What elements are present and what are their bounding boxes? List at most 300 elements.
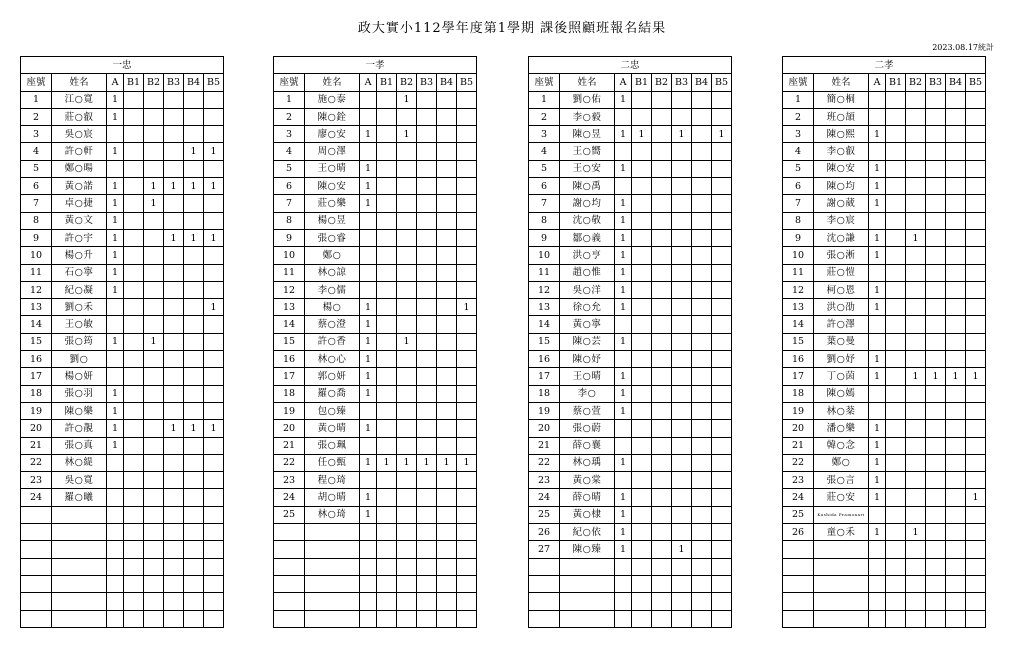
enroll-mark: 1 (360, 299, 377, 316)
enroll-mark (184, 264, 204, 281)
enroll-mark (397, 160, 417, 177)
enroll-mark (632, 420, 652, 437)
enroll-mark (437, 143, 457, 160)
enroll-mark (144, 247, 164, 264)
enroll-mark (672, 437, 692, 454)
seat-number: 19 (274, 402, 305, 419)
seat-number: 8 (274, 212, 305, 229)
enroll-mark: 1 (906, 229, 926, 246)
seat-number: 20 (529, 420, 560, 437)
enroll-mark (184, 160, 204, 177)
enroll-mark (417, 472, 437, 489)
table-row (274, 143, 477, 160)
enroll-mark (672, 454, 692, 471)
enroll-mark (652, 281, 672, 298)
empty-cell (204, 575, 224, 592)
enroll-mark (124, 351, 144, 368)
seat-number: 2 (529, 108, 560, 125)
enroll-mark (906, 316, 926, 333)
enroll-mark (124, 195, 144, 212)
enroll-mark (184, 454, 204, 471)
enroll-mark: 1 (107, 212, 124, 229)
empty-cell (204, 541, 224, 558)
student-name: 陳○安 (814, 160, 869, 177)
table-row (783, 195, 986, 212)
enroll-mark (164, 126, 184, 143)
enroll-mark (437, 299, 457, 316)
enroll-mark (184, 299, 204, 316)
enroll-mark (632, 402, 652, 419)
enroll-mark: 1 (457, 299, 477, 316)
enroll-mark (712, 229, 732, 246)
enroll-mark (906, 143, 926, 160)
student-name: 莊○樂 (305, 195, 360, 212)
student-name: 謝○均 (560, 195, 615, 212)
column-header: 座號 (529, 74, 560, 91)
enroll-mark (417, 281, 437, 298)
class-name: 一忠 (21, 57, 224, 74)
table-row (783, 108, 986, 125)
enroll-mark (144, 108, 164, 125)
enroll-mark (204, 385, 224, 402)
enroll-mark (164, 368, 184, 385)
student-name: 卓○捷 (52, 195, 107, 212)
enroll-mark (926, 264, 946, 281)
table-row (529, 524, 732, 541)
enroll-mark (632, 195, 652, 212)
enroll-mark (397, 472, 417, 489)
empty-cell (184, 558, 204, 575)
table-row (783, 454, 986, 471)
enroll-mark (946, 402, 966, 419)
empty-cell (124, 558, 144, 575)
table-row (274, 316, 477, 333)
enroll-mark (632, 316, 652, 333)
table-row (21, 437, 224, 454)
empty-cell (21, 575, 52, 592)
table-row (783, 541, 986, 558)
enroll-mark: 1 (184, 143, 204, 160)
enroll-mark (886, 143, 906, 160)
class-name-row (21, 57, 224, 74)
enroll-mark (692, 212, 712, 229)
enroll-mark (652, 385, 672, 402)
empty-cell (946, 541, 966, 558)
class-name: 二忠 (529, 57, 732, 74)
empty-cell (457, 558, 477, 575)
enroll-mark (397, 281, 417, 298)
enroll-mark (457, 160, 477, 177)
student-name: 林○棻 (814, 402, 869, 419)
empty-cell (107, 558, 124, 575)
empty-cell (652, 558, 672, 575)
table-row (274, 506, 477, 523)
enroll-mark (692, 489, 712, 506)
seat-number: 2 (274, 108, 305, 125)
enroll-mark (144, 420, 164, 437)
enroll-mark (615, 143, 632, 160)
enroll-mark (692, 454, 712, 471)
table-row (529, 541, 732, 558)
enroll-mark: 1 (615, 454, 632, 471)
enroll-mark (886, 333, 906, 350)
enroll-mark: 1 (204, 299, 224, 316)
enroll-mark (712, 385, 732, 402)
column-header: A (615, 74, 632, 91)
seat-number: 26 (783, 524, 814, 541)
table-row (783, 437, 986, 454)
empty-cell (204, 610, 224, 627)
enroll-mark (632, 108, 652, 125)
seat-number: 18 (274, 385, 305, 402)
enroll-mark (966, 247, 986, 264)
enroll-mark: 1 (457, 454, 477, 471)
empty-cell (397, 575, 417, 592)
seat-number: 4 (21, 143, 52, 160)
empty-cell (906, 593, 926, 610)
empty-cell (417, 575, 437, 592)
enroll-mark (184, 368, 204, 385)
student-name: 郭○妍 (305, 368, 360, 385)
enroll-mark: 1 (397, 126, 417, 143)
enroll-mark (144, 385, 164, 402)
table-row (529, 91, 732, 108)
enroll-mark: 1 (397, 91, 417, 108)
table-row (21, 195, 224, 212)
enroll-mark (906, 351, 926, 368)
empty-cell (124, 610, 144, 627)
empty-cell (457, 524, 477, 541)
header-row (783, 74, 986, 91)
enroll-mark (692, 351, 712, 368)
enroll-mark: 1 (397, 333, 417, 350)
seat-number: 8 (529, 212, 560, 229)
empty-cell (305, 575, 360, 592)
enroll-mark: 1 (615, 212, 632, 229)
enroll-mark (360, 229, 377, 246)
enroll-mark: 1 (672, 126, 692, 143)
empty-cell (869, 610, 886, 627)
enroll-mark (926, 351, 946, 368)
empty-cell (869, 575, 886, 592)
empty-cell (906, 558, 926, 575)
enroll-mark (417, 333, 437, 350)
enroll-mark (124, 368, 144, 385)
empty-cell (906, 610, 926, 627)
enroll-mark (377, 195, 397, 212)
enroll-mark: 1 (966, 489, 986, 506)
empty-cell (107, 610, 124, 627)
enroll-mark (946, 437, 966, 454)
enroll-mark (906, 281, 926, 298)
empty-cell (692, 593, 712, 610)
student-name: 林○琦 (305, 506, 360, 523)
empty-cell (164, 593, 184, 610)
enroll-mark (144, 160, 164, 177)
enroll-mark (672, 195, 692, 212)
enroll-mark (652, 454, 672, 471)
enroll-mark: 1 (360, 506, 377, 523)
enroll-mark (926, 437, 946, 454)
enroll-mark (632, 385, 652, 402)
enroll-mark (124, 437, 144, 454)
enroll-mark (906, 454, 926, 471)
seat-number: 20 (783, 420, 814, 437)
enroll-mark (184, 402, 204, 419)
seat-number: 21 (21, 437, 52, 454)
enroll-mark: 1 (615, 402, 632, 419)
seat-number: 9 (529, 229, 560, 246)
table-row (783, 91, 986, 108)
column-header: B5 (204, 74, 224, 91)
enroll-mark (632, 160, 652, 177)
enroll-mark (886, 108, 906, 125)
enroll-mark (397, 229, 417, 246)
student-name: 莊○安 (814, 489, 869, 506)
enroll-mark: 1 (360, 420, 377, 437)
enroll-mark (204, 126, 224, 143)
header-row (21, 74, 224, 91)
empty-cell (966, 610, 986, 627)
student-name: 周○澤 (305, 143, 360, 160)
table-row (274, 333, 477, 350)
table-row (21, 229, 224, 246)
enroll-mark (417, 385, 437, 402)
seat-number: 11 (783, 264, 814, 281)
enroll-mark (946, 524, 966, 541)
enroll-mark (417, 212, 437, 229)
enroll-mark (966, 126, 986, 143)
student-name: 謝○葳 (814, 195, 869, 212)
enroll-mark (632, 437, 652, 454)
enroll-mark (966, 178, 986, 195)
enroll-mark (886, 351, 906, 368)
empty-cell (360, 593, 377, 610)
empty-cell (692, 610, 712, 627)
enroll-mark (437, 281, 457, 298)
seat-number: 22 (21, 454, 52, 471)
enroll-mark (672, 489, 692, 506)
seat-number: 21 (529, 437, 560, 454)
enroll-mark: 1 (397, 454, 417, 471)
enroll-mark (124, 316, 144, 333)
enroll-mark (164, 472, 184, 489)
table-row (783, 160, 986, 177)
enroll-mark (632, 212, 652, 229)
enroll-mark (437, 402, 457, 419)
seat-number: 1 (274, 91, 305, 108)
empty-cell (21, 506, 52, 523)
empty-cell (417, 593, 437, 610)
enroll-mark (457, 333, 477, 350)
student-name: 李○宸 (814, 212, 869, 229)
enroll-mark (457, 316, 477, 333)
empty-cell (184, 541, 204, 558)
enroll-mark (377, 316, 397, 333)
enroll-mark (144, 143, 164, 160)
student-name: 許○澤 (814, 316, 869, 333)
seat-number: 15 (783, 333, 814, 350)
seat-number: 15 (21, 333, 52, 350)
enroll-mark (966, 385, 986, 402)
table-row (21, 91, 224, 108)
student-name: 任○甄 (305, 454, 360, 471)
empty-cell (164, 506, 184, 523)
empty-cell (124, 524, 144, 541)
enroll-mark (437, 178, 457, 195)
enroll-mark: 1 (204, 143, 224, 160)
table-row (783, 247, 986, 264)
enroll-mark (712, 178, 732, 195)
student-name: 林○諒 (305, 264, 360, 281)
enroll-mark (692, 333, 712, 350)
table-row (783, 489, 986, 506)
enroll-mark: 1 (906, 368, 926, 385)
seat-number: 8 (21, 212, 52, 229)
student-name: 洪○亨 (560, 247, 615, 264)
enroll-mark (906, 178, 926, 195)
enroll-mark (632, 351, 652, 368)
enroll-mark (632, 178, 652, 195)
enroll-mark (632, 281, 652, 298)
table-row (274, 368, 477, 385)
enroll-mark: 1 (360, 178, 377, 195)
class-name-row (274, 57, 477, 74)
enroll-mark (672, 229, 692, 246)
table-row (529, 437, 732, 454)
seat-number: 18 (529, 385, 560, 402)
table-row (21, 247, 224, 264)
enroll-mark (124, 108, 144, 125)
seat-number: 4 (529, 143, 560, 160)
seat-number: 12 (783, 281, 814, 298)
empty-cell (946, 575, 966, 592)
table-row (21, 385, 224, 402)
enroll-mark: 1 (672, 541, 692, 558)
enroll-mark (457, 178, 477, 195)
column-header: B4 (437, 74, 457, 91)
empty-cell (305, 524, 360, 541)
empty-cell (397, 593, 417, 610)
enroll-mark (652, 316, 672, 333)
enroll-mark (184, 472, 204, 489)
enroll-mark (615, 472, 632, 489)
seat-number: 14 (529, 316, 560, 333)
enroll-mark (457, 437, 477, 454)
enroll-mark: 1 (377, 454, 397, 471)
enroll-mark: 1 (966, 368, 986, 385)
table-row (274, 178, 477, 195)
enroll-mark (457, 143, 477, 160)
enroll-mark: 1 (360, 351, 377, 368)
empty-cell (204, 593, 224, 610)
enroll-mark (184, 126, 204, 143)
enroll-mark (437, 212, 457, 229)
enroll-mark (886, 195, 906, 212)
stat-date: 2023.08.17統計 (932, 43, 994, 52)
table-row (783, 402, 986, 419)
empty-cell (926, 610, 946, 627)
table-row (783, 368, 986, 385)
enroll-mark (124, 420, 144, 437)
enroll-mark (164, 160, 184, 177)
enroll-mark (437, 229, 457, 246)
enroll-mark (164, 264, 184, 281)
table-row (783, 575, 986, 592)
enroll-mark (692, 437, 712, 454)
enroll-mark (377, 264, 397, 281)
enroll-mark (926, 212, 946, 229)
table-row (783, 178, 986, 195)
enroll-mark (906, 212, 926, 229)
seat-number: 20 (274, 420, 305, 437)
table-row (21, 575, 224, 592)
enroll-mark (417, 368, 437, 385)
enroll-mark: 1 (615, 506, 632, 523)
enroll-mark (672, 281, 692, 298)
table-row (274, 472, 477, 489)
table-row (783, 229, 986, 246)
enroll-mark (886, 299, 906, 316)
enroll-mark (672, 333, 692, 350)
enroll-mark (144, 264, 164, 281)
enroll-mark (966, 351, 986, 368)
enroll-mark (869, 333, 886, 350)
table-row (529, 333, 732, 350)
table-row (529, 368, 732, 385)
enroll-mark (712, 489, 732, 506)
empty-cell (21, 593, 52, 610)
enroll-mark (652, 489, 672, 506)
empty-cell (437, 610, 457, 627)
student-name: 張○筠 (52, 333, 107, 350)
enroll-mark (906, 160, 926, 177)
enroll-mark (652, 195, 672, 212)
seat-number: 7 (783, 195, 814, 212)
table-row (21, 126, 224, 143)
enroll-mark (672, 178, 692, 195)
enroll-mark (204, 454, 224, 471)
enroll-mark (652, 264, 672, 281)
column-header: B1 (886, 74, 906, 91)
table-row (21, 558, 224, 575)
student-name: 洪○劭 (814, 299, 869, 316)
enroll-mark (457, 420, 477, 437)
column-header: B5 (712, 74, 732, 91)
student-name: 張○真 (52, 437, 107, 454)
empty-cell (712, 575, 732, 592)
enroll-mark: 1 (615, 489, 632, 506)
enroll-mark: 1 (107, 247, 124, 264)
table-row (21, 472, 224, 489)
enroll-mark (886, 247, 906, 264)
table-row (21, 299, 224, 316)
student-name: 趙○惟 (560, 264, 615, 281)
column-header: B4 (692, 74, 712, 91)
enroll-mark (124, 299, 144, 316)
enroll-mark (164, 247, 184, 264)
enroll-mark (164, 281, 184, 298)
enroll-mark: 1 (144, 178, 164, 195)
student-name: 胡○晴 (305, 489, 360, 506)
enroll-mark (966, 91, 986, 108)
enroll-mark (966, 212, 986, 229)
student-name: 陳○禹 (560, 178, 615, 195)
enroll-mark (926, 420, 946, 437)
enroll-mark (926, 299, 946, 316)
enroll-mark (457, 108, 477, 125)
enroll-mark (144, 368, 164, 385)
